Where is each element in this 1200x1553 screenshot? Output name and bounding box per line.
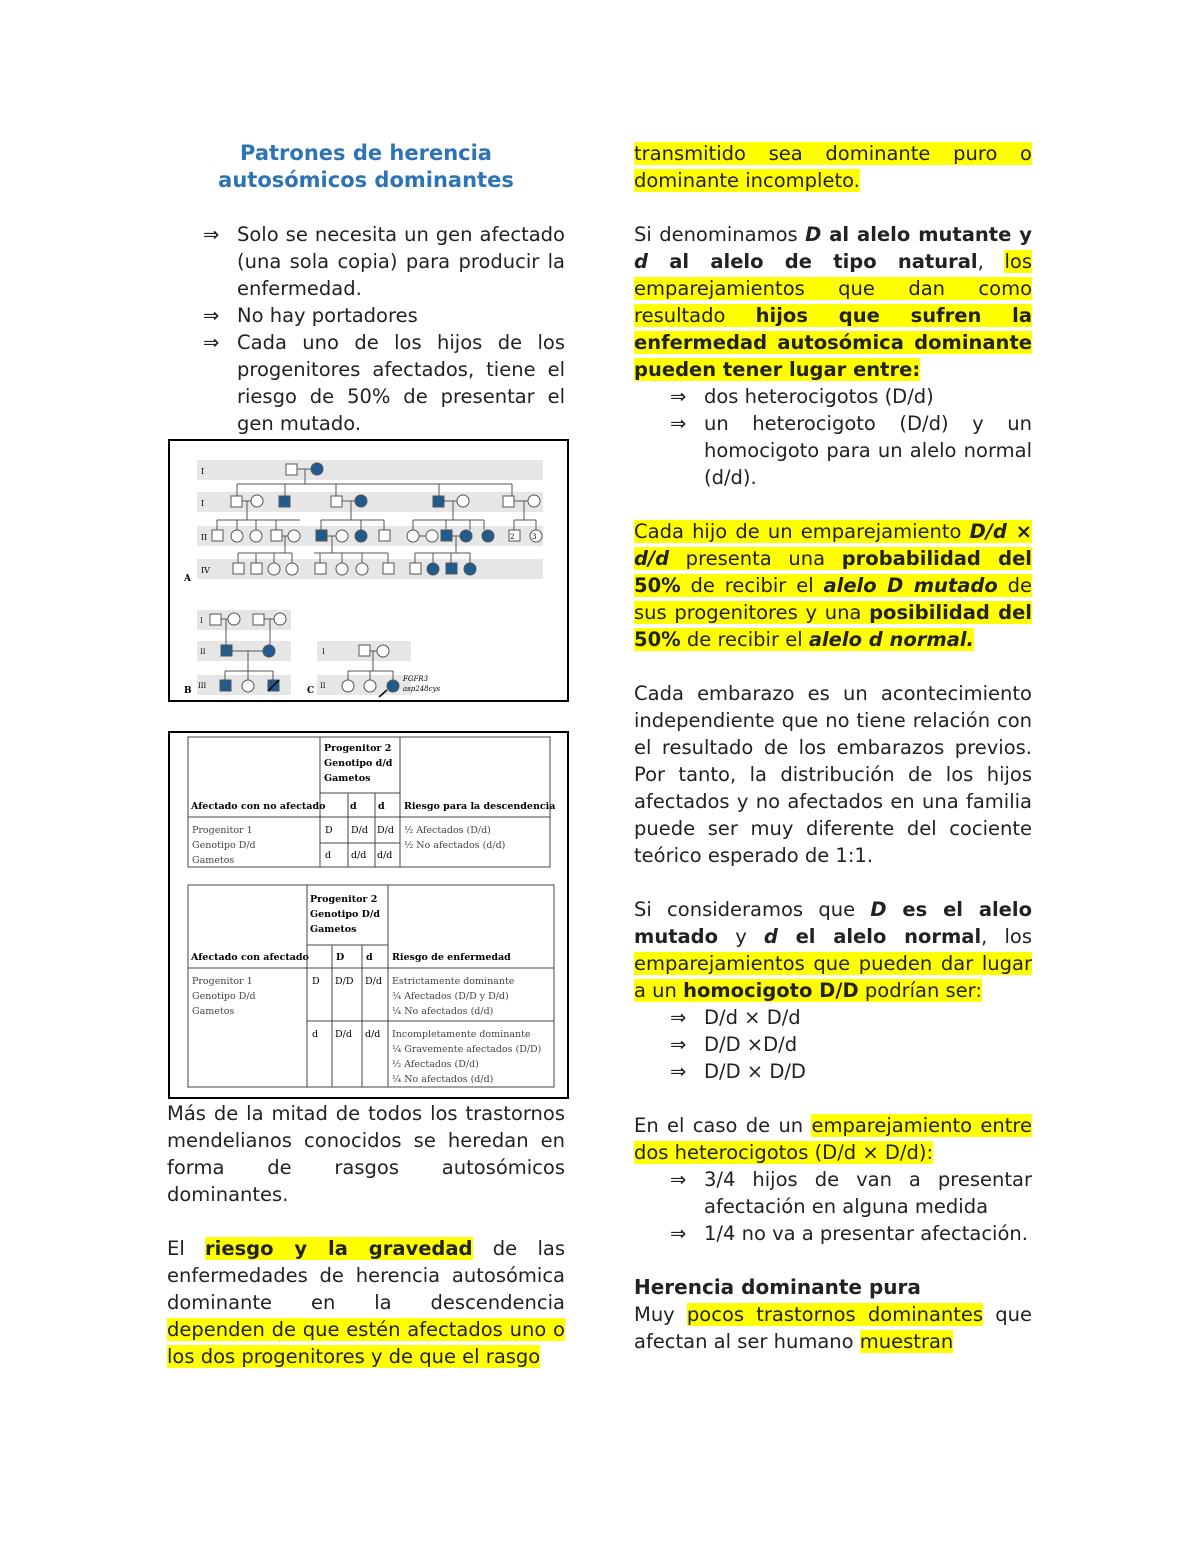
paragraph: En el caso de un emparejamiento entre dos heterocigotos (D/d × D/d): (634, 1114, 1032, 1164)
arrow-icon: ⇒ (203, 223, 220, 246)
paragraph: Cada embarazo es un acontecimiento independiente que no tiene relación con el resultado de los embarazos previos. Por tanto, la distribución de los hijos afectados y no afectados en una familia puede ser muy diferente del cociente teórico esperado de 1:1. (634, 682, 1032, 867)
arrow-icon: ⇒ (670, 1060, 687, 1083)
gen-label: IV (201, 566, 210, 575)
mutation-annotation: asp248cys (403, 685, 441, 693)
paragraph: El riesgo y la gravedad de las enfermedades de herencia autosómica dominante en la descendencia dependen de que estén afectados uno o los dos progenitores y de que el rasgo (167, 1237, 565, 1368)
arrow-icon: ⇒ (670, 1168, 687, 1191)
table1-genotipo: Genotipo d/d (324, 758, 393, 769)
table2-risk-header: Riesgo de enfermedad (392, 952, 511, 963)
table1-cell: D/d (377, 825, 394, 836)
table1-risk: ½ No afectados (d/d) (404, 840, 506, 851)
table2-risk: Incompletamente dominante (392, 1029, 531, 1040)
arrow-icon: ⇒ (670, 1006, 687, 1029)
pedigree-svg (170, 441, 567, 700)
paragraph: transmitido sea dominante puro o dominante incompleto. (634, 142, 1032, 192)
numbered-symbol: 2 (510, 533, 515, 541)
bullet-item: ⇒ dos heterocigotos (D/d) (670, 385, 934, 408)
arrow-icon: ⇒ (203, 331, 220, 354)
table2-risk: ¾ Afectados (D/D y D/d) (392, 991, 509, 1002)
gen-label: I (322, 648, 325, 656)
table2-cell: d/d (365, 1029, 381, 1040)
risk-tables-figure (168, 731, 569, 1099)
panel-label-b: B (184, 686, 192, 696)
section-heading: Herencia dominante pura (634, 1275, 921, 1299)
risk-tables-svg (170, 733, 567, 1097)
table2-cell: D/d (365, 976, 382, 987)
table2-row-header: Afectado con afectado (191, 952, 309, 963)
table2-prog2: Progenitor 2 (310, 894, 378, 905)
table2-rowD: D (312, 976, 320, 987)
pedigree-figure (168, 439, 569, 702)
table1-risk-header: Riesgo para la descendencia (404, 801, 556, 812)
table2-cell: D/d (335, 1029, 352, 1040)
table2-risk: ½ Afectados (D/d) (392, 1059, 479, 1070)
gene-annotation: FGFR3 (403, 675, 429, 683)
gen-label: III (198, 682, 207, 690)
table1-cell: d/d (351, 850, 367, 861)
table1-rowd: d (325, 850, 332, 861)
band (197, 559, 543, 579)
table1-row-header: Afectado con no afectado (191, 801, 326, 812)
band (197, 460, 543, 480)
gen-label: I (201, 499, 205, 508)
table1-genotipo1: Genotipo D/d (192, 840, 256, 851)
arrow-icon: ⇒ (670, 385, 687, 408)
band (197, 492, 543, 512)
bullet-list (634, 383, 1032, 491)
left-paragraphs (167, 1100, 565, 1370)
arrow-icon: ⇒ (203, 304, 220, 327)
table2-prog1: Progenitor 1 (192, 976, 253, 987)
table1-gamete: d (350, 801, 357, 812)
gen-label: II (200, 648, 206, 656)
paragraph: Cada hijo de un emparejamiento D/d × d/d presenta una probabilidad del 50% de recibir el alelo D mutado de sus progenitores y una posibilidad del 50% de recibir el alelo d normal. (634, 520, 1033, 651)
bullet-item: ⇒ D/D × D/D (670, 1060, 806, 1083)
table2-gamete: d (366, 952, 373, 963)
paragraph: Si denominamos D al alelo mutante y d al alelo de tipo natural, los emparejamientos que dan como resultado hijos que sufren la enfermedad autosómica dominante pueden tener lugar entre: (634, 223, 1033, 381)
table2-risk: ¼ Gravemente afectados (D/D) (392, 1044, 542, 1055)
bullet-item: ⇒ un heterocigoto (D/d) y un homocigoto para un alelo normal (d/d). (670, 412, 1032, 489)
bullet-item: ⇒ D/d × D/d (670, 1006, 801, 1029)
paragraph: Si consideramos que D es el alelo mutado y d el alelo normal, los emparejamientos que pueden dar lugar a un homocigoto D/D podrían ser: (634, 898, 1033, 1002)
table1-cell: D/d (351, 825, 368, 836)
bullet-list (634, 1166, 1032, 1247)
bullet-list (634, 1004, 1032, 1085)
title-line-2: autosómicos dominantes (218, 168, 514, 192)
table1-rowD: D (325, 825, 333, 836)
panel-label-c: C (307, 686, 315, 696)
table2-gamete: D (336, 952, 345, 963)
table2-risk: ¼ No afectados (d/d) (392, 1006, 494, 1017)
left-bullets (167, 221, 565, 437)
arrow-icon: ⇒ (670, 412, 687, 435)
page-title (167, 140, 565, 194)
panel-label-a: A (184, 574, 191, 584)
bullet-item: ⇒ Cada uno de los hijos de los progenitores afectados, tiene el riesgo de 50% de presentar el gen mutado. (203, 331, 565, 435)
table1-gametos1: Gametos (192, 855, 235, 866)
table2-risk: ¼ No afectados (d/d) (392, 1074, 494, 1085)
gen-label: II (320, 682, 326, 690)
table2-cell: D/D (335, 976, 354, 987)
bullet-item: ⇒ Solo se necesita un gen afectado (una sola copia) para producir la enfermedad. (203, 223, 565, 300)
table2-gametos1: Gametos (192, 1006, 235, 1017)
table1-prog1: Progenitor 1 (192, 825, 253, 836)
table1-prog2: Progenitor 2 (324, 743, 392, 754)
table1-risk: ½ Afectados (D/d) (404, 825, 491, 836)
title-line-1: Patrones de herencia (240, 141, 492, 165)
numbered-symbol: 3 (532, 533, 537, 541)
table2-genotipo: Genotipo D/d (310, 909, 381, 920)
table2-rowd: d (312, 1029, 319, 1040)
table1-cell: d/d (377, 850, 393, 861)
table2-genotipo1: Genotipo D/d (192, 991, 256, 1002)
gen-label: II (201, 533, 208, 542)
paragraph: Muy pocos trastornos dominantes que afectan al ser humano muestran (634, 1303, 1032, 1353)
arrow-icon: ⇒ (670, 1222, 687, 1245)
bullet-item: ⇒ 1/4 no va a presentar afectación. (670, 1222, 1028, 1245)
bullet-item: ⇒ 3/4 hijos de van a presentar afectación en alguna medida (670, 1168, 1032, 1218)
table2-gametos: Gametos (310, 924, 357, 935)
right-column (634, 140, 1032, 1355)
bullet-item: ⇒ No hay portadores (203, 304, 418, 327)
arrow-icon: ⇒ (670, 1033, 687, 1056)
gen-label: I (200, 617, 203, 625)
table2-risk: Estrictamente dominante (392, 976, 515, 987)
bullet-item: ⇒ D/D ×D/d (670, 1033, 798, 1056)
table1-gamete: d (378, 801, 385, 812)
table1-gametos: Gametos (324, 773, 371, 784)
paragraph: Más de la mitad de todos los trastornos mendelianos conocidos se heredan en forma de rasgos autosómicos dominantes. (167, 1102, 565, 1206)
gen-label: I (201, 467, 205, 476)
